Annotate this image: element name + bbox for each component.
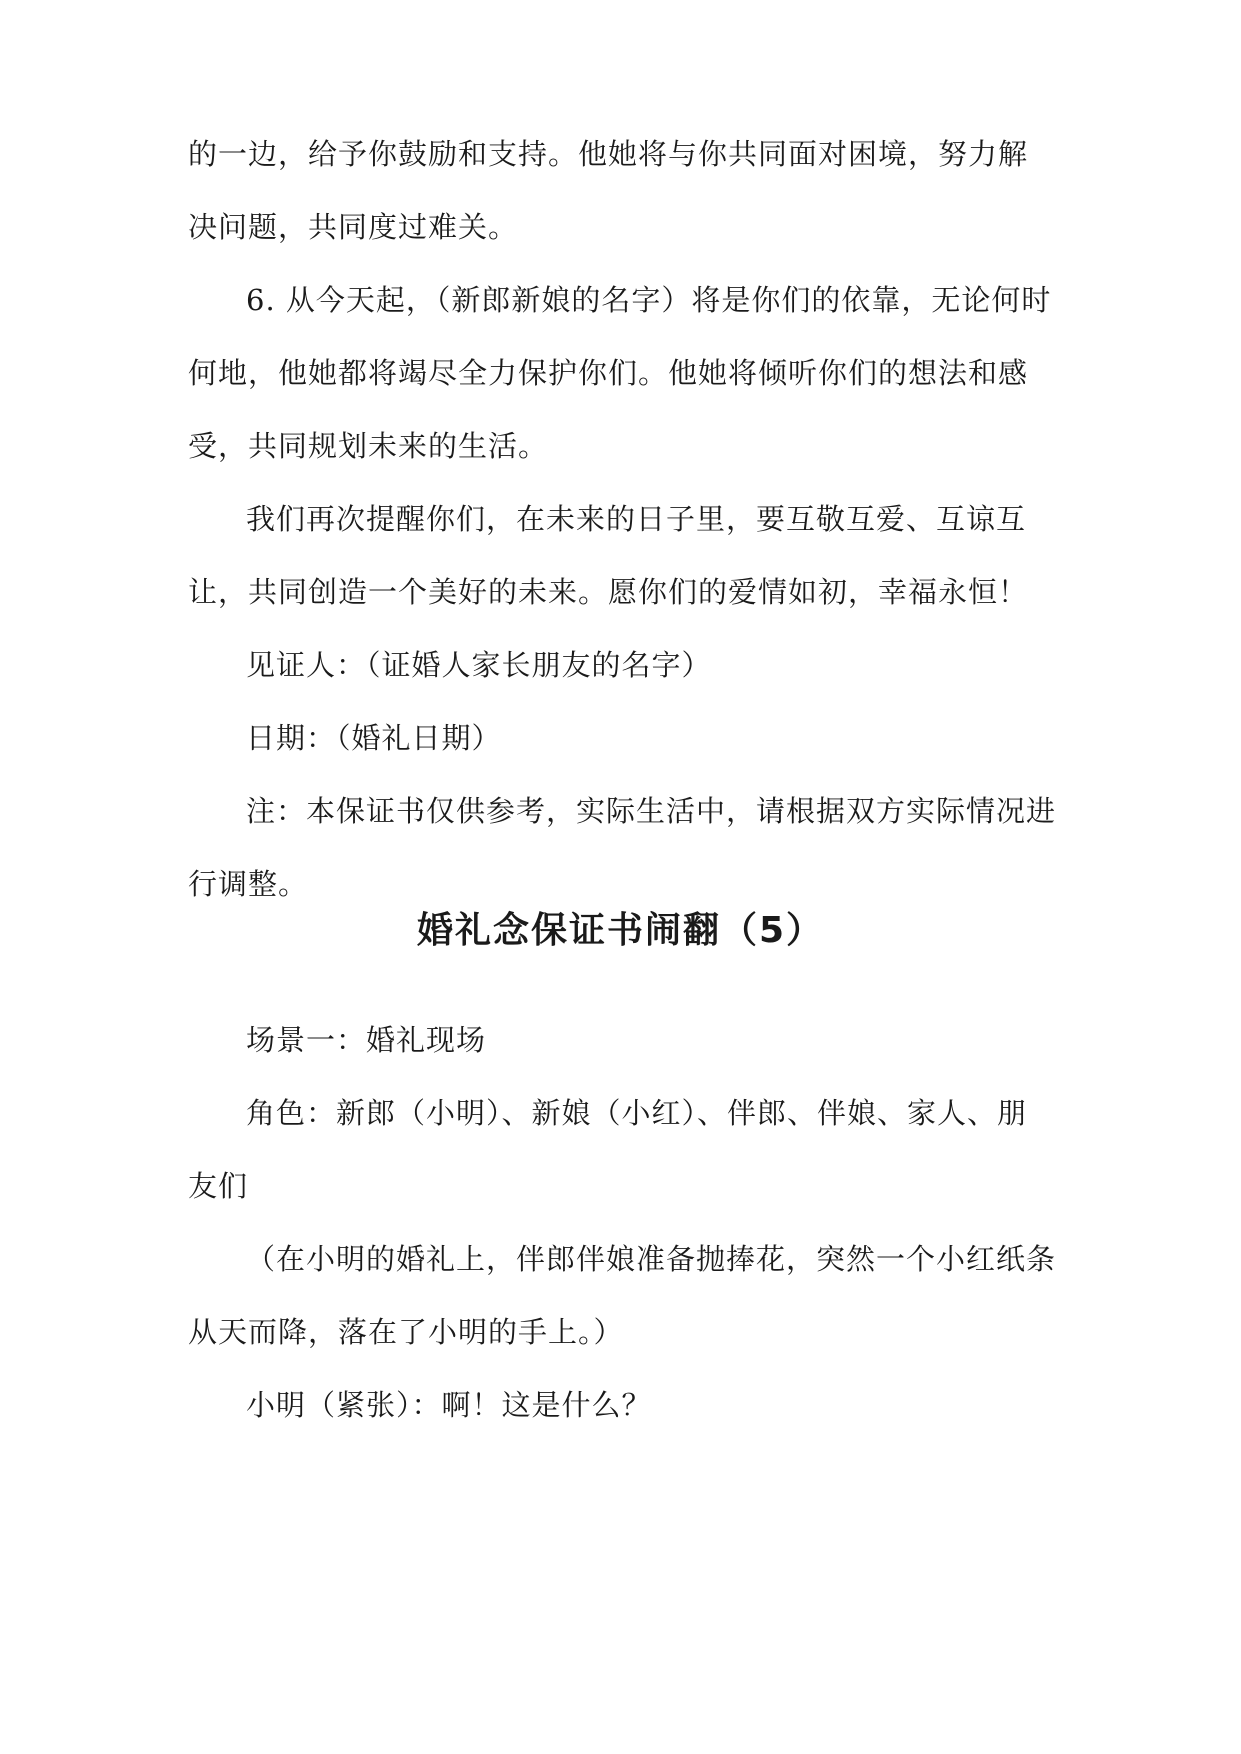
witness-line: 见证人：（证婚人家长朋友的名字）: [246, 648, 712, 682]
paragraph-continuation: 的一边，给予你鼓励和支持。他她将与你共同面对困境，努力解决问题，共同度过难关。: [188, 137, 1029, 244]
paragraph-item-6: 6. 从今天起，（新郎新娘的名字）将是你们的依靠，无论何时何地，他她都将竭尽全力保护你们。他她将倾听你们的想法和感受，共同规划未来的生活。: [188, 283, 1052, 463]
roles-paragraph: 角色：新郎（小明）、新娘（小红）、伴郎、伴娘、家人、朋友们: [188, 1096, 1028, 1203]
section-title: 婚礼念保证书闹翻（5）: [416, 910, 825, 951]
paragraph-reminder: 我们再次提醒你们，在未来的日子里，要互敬互爱、互谅互让，共同创造一个美好的未来。愿你们的爱情如初，幸福永恒！: [188, 502, 1029, 609]
stage-direction: （在小明的婚礼上，伴郎伴娘准备抛捧花，突然一个小红纸条从天而降，落在了小明的手上。）: [188, 1242, 1057, 1349]
date-line: 日期：（婚礼日期）: [246, 721, 502, 755]
scene-line: 场景一：婚礼现场: [246, 1023, 487, 1057]
note-paragraph: 注：本保证书仅供参考，实际生活中，请根据双方实际情况进行调整。: [188, 794, 1057, 901]
previous-section-body: [188, 118, 1056, 921]
section-5-body: [188, 1004, 1056, 1442]
dialogue-line-1: 小明（紧张）：啊！这是什么？: [246, 1388, 652, 1422]
